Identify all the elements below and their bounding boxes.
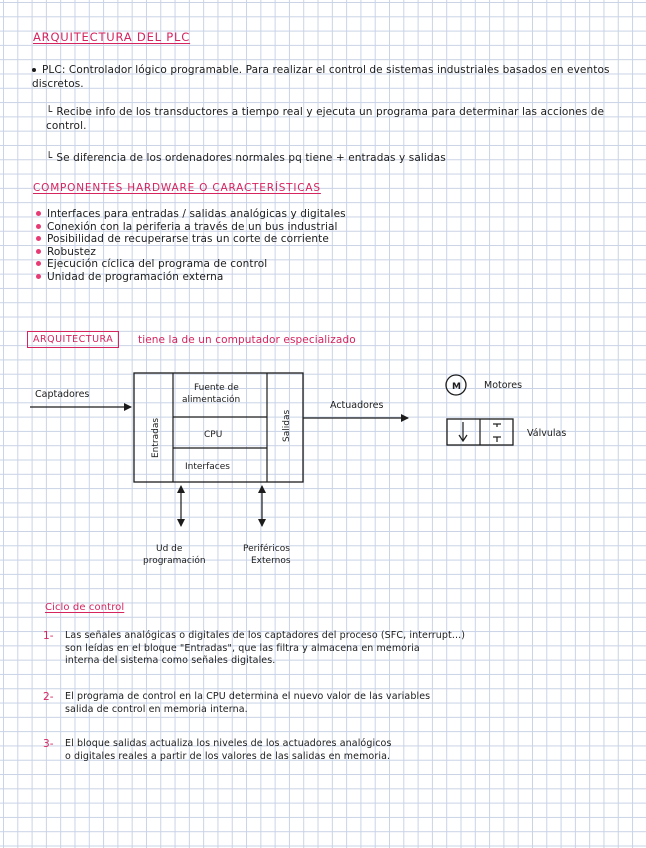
cycle-step-line: El programa de control en la CPU determina el nuevo valor de las variables [65, 691, 431, 702]
bracket-mark: └ [46, 106, 53, 118]
bullet-dot [36, 274, 41, 279]
programming-unit-label-line2: programación [143, 556, 206, 566]
architecture-label: ARQUITECTURA [27, 331, 119, 348]
plc-sub-point-2-text: Se diferencia de los ordenadores normales pq tiene + entradas y salidas [56, 152, 446, 164]
cycle-step [43, 738, 633, 763]
cycle-step-number: 2- [43, 691, 54, 703]
architecture-text: tiene la de un computador especializado [138, 334, 356, 346]
plc-sub-point-1-text: Recibe info de los transductores a tiempo real y ejecuta un programa para determinar las acciones de control. [46, 106, 605, 132]
plc-definition [32, 64, 622, 91]
list-item: Ejecución cíclica del programa de control [36, 258, 346, 271]
actuadores-label: Actuadores [330, 400, 384, 411]
captadores-label: Captadores [35, 389, 90, 400]
plc-sub-point-1 [46, 106, 616, 133]
peripherals-label-line2: Externos [251, 556, 291, 566]
motor-symbol: M [452, 382, 461, 392]
cycle-step-number: 3- [43, 738, 54, 750]
fuente-label-line1: Fuente de [194, 383, 239, 393]
list-item: Unidad de programación externa [36, 271, 346, 284]
components-list [36, 208, 346, 284]
list-item: Posibilidad de recuperarse tras un corte de corriente [36, 233, 346, 246]
bullet-dot [36, 211, 41, 216]
cycle-step-line: interna del sistema como señales digitales. [65, 655, 276, 666]
peripherals-label-line1: Periféricos [243, 544, 290, 554]
bracket-mark: └ [46, 152, 53, 164]
cycle-title: Ciclo de control [45, 602, 125, 613]
bullet-dot [36, 236, 41, 241]
components-title: COMPONENTES HARDWARE O CARACTERÍSTICAS [33, 182, 321, 194]
list-item: Conexión con la periferia a través de un bus industrial [36, 221, 346, 234]
cycle-step [43, 691, 633, 716]
cycle-step-line: Las señales analógicas o digitales de los captadores del proceso (SFC, interrupt...) [65, 630, 466, 641]
cycle-step [43, 630, 633, 668]
bullet-dot [32, 68, 36, 72]
cycle-step-line: o digitales reales a partir de los valores de las salidas en memoria. [65, 750, 391, 762]
list-item: Interfaces para entradas / salidas analógicas y digitales [36, 208, 346, 221]
bullet-dot [36, 224, 41, 229]
salidas-label: Salidas [282, 409, 292, 442]
cycle-step-line: El bloque salidas actualiza los niveles de los actuadores analógicos [65, 738, 392, 749]
programming-unit-label-line1: Ud de [156, 544, 183, 554]
motores-label: Motores [484, 380, 523, 391]
plc-architecture-diagram [0, 360, 646, 580]
cycle-step-number: 1- [43, 630, 54, 642]
entradas-label: Entradas [151, 417, 161, 458]
cpu-label: CPU [204, 430, 223, 440]
cycle-step-line: salida de control en memoria interna. [65, 703, 248, 715]
valvulas-label: Válvulas [527, 428, 567, 439]
page-title: ARQUITECTURA DEL PLC [33, 30, 191, 44]
valve-icon [447, 419, 513, 445]
cycle-step-line: son leídas en el bloque "Entradas", que las filtra y almacena en memoria [65, 642, 420, 654]
plc-sub-point-2 [46, 152, 626, 166]
fuente-label-line2: alimentación [182, 395, 241, 405]
bullet-dot [36, 261, 41, 266]
bullet-dot [36, 249, 41, 254]
plc-definition-text: PLC: Controlador lógico programable. Para realizar el control de sistemas industriales basados en eventos discretos. [32, 64, 610, 90]
interfaces-label: Interfaces [185, 462, 230, 472]
list-item: Robustez [36, 246, 346, 259]
